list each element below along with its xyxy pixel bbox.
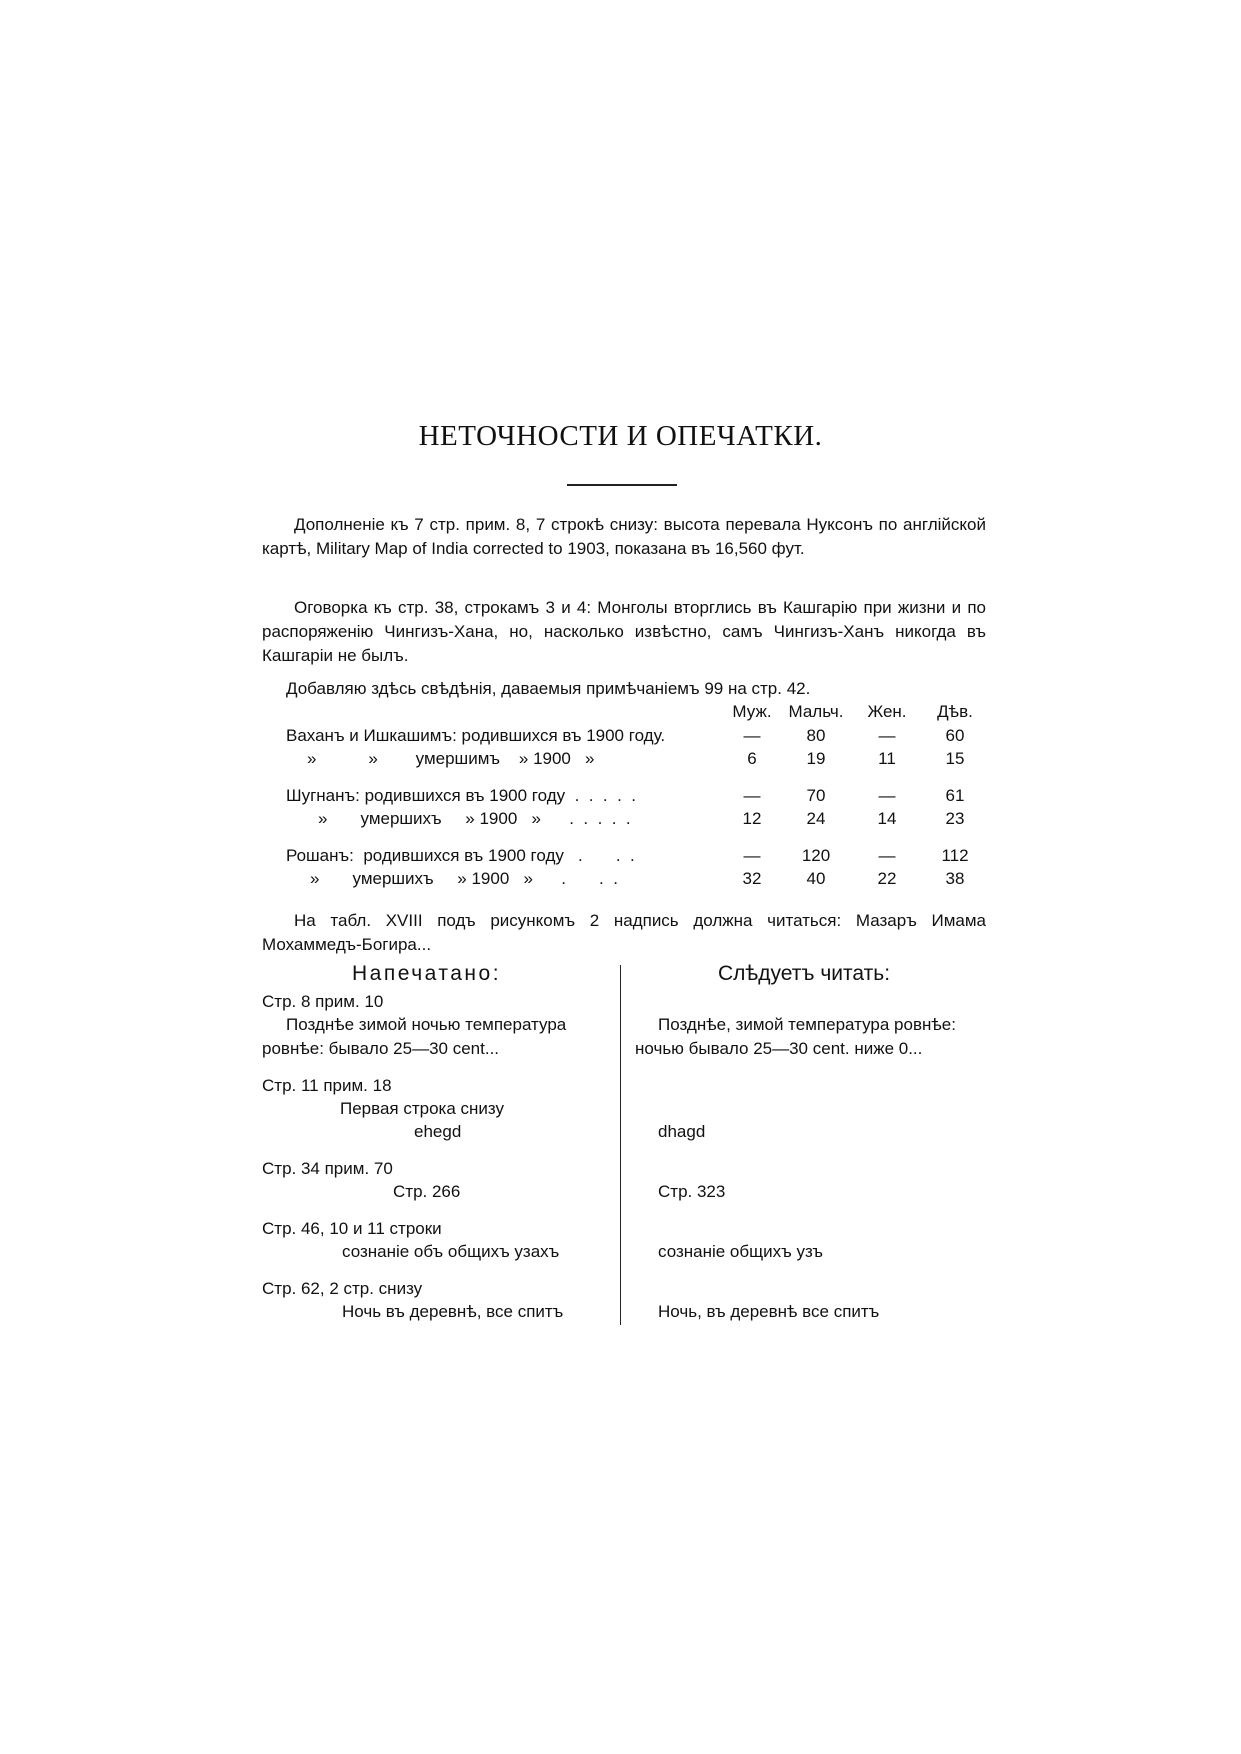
table-cell: — bbox=[743, 726, 761, 745]
table-cell: — bbox=[743, 786, 761, 805]
table-cell: 61 bbox=[945, 786, 965, 805]
errata-printed-line: Первая строка снизу bbox=[340, 1099, 505, 1118]
errata-printed-line: Стр. 266 bbox=[393, 1182, 461, 1201]
table-cell: — bbox=[878, 726, 896, 745]
page-title: НЕТОЧНОСТИ И ОПЕЧАТКИ. bbox=[418, 420, 823, 452]
errata-ref: Стр. 46, 10 и 11 строки bbox=[262, 1219, 442, 1238]
table-row-label: Рошанъ: родившихся въ 1900 году . . . bbox=[286, 846, 635, 865]
errata-read-line: dhagd bbox=[658, 1122, 706, 1141]
table-row-label: Ваханъ и Ишкашимъ: родившихся въ 1900 году. bbox=[286, 726, 666, 745]
table-cell: 15 bbox=[945, 749, 965, 768]
table-cell: 6 bbox=[747, 749, 757, 768]
errata-read-line: ночью бывало 25—30 cent. ниже 0... bbox=[635, 1039, 923, 1058]
table-row-label: » умершихъ » 1900 » . . . bbox=[310, 869, 618, 888]
table-cell: 23 bbox=[945, 809, 965, 828]
table-cell: 19 bbox=[806, 749, 826, 768]
paragraph-mongols-note: Оговорка къ стр. 38, строкамъ 3 и 4: Монголы вторглись въ Кашгарію при жизни и по распоряженію Чингизъ-Хана, но, насколько извѣстно, самъ Чингизъ-Ханъ никогда въ Кашгаріи не былъ. bbox=[262, 598, 986, 665]
table-cell: 38 bbox=[945, 869, 965, 888]
paragraph-mazar-note: На табл. XVIII подъ рисункомъ 2 надпись должна читаться: Мазаръ Имама Мохаммедъ-Богира... bbox=[262, 911, 986, 954]
errata-read-line: Ночь, въ деревнѣ все спитъ bbox=[658, 1302, 880, 1321]
errata-ref: Стр. 62, 2 стр. снизу bbox=[262, 1279, 423, 1298]
table-cell: 40 bbox=[806, 869, 826, 888]
table-cell: 120 bbox=[801, 846, 831, 865]
table-cell: 12 bbox=[742, 809, 762, 828]
table-cell: — bbox=[878, 846, 896, 865]
table-cell: 14 bbox=[877, 809, 897, 828]
table-cell: 80 bbox=[806, 726, 826, 745]
table-cell: — bbox=[878, 786, 896, 805]
paragraph-addition-nukson: Дополненіе къ 7 стр. прим. 8, 7 строкѣ снизу: высота перевала Нуксонъ по англійской картѣ, Military Map of India corrected to 1903, показана въ 16,560 фут. bbox=[262, 515, 986, 558]
table-header-girls: Дѣв. bbox=[937, 702, 973, 721]
column-divider bbox=[620, 965, 621, 1325]
table-cell: 70 bbox=[806, 786, 826, 805]
errata-printed-line: ровнѣе: бывало 25—30 cent... bbox=[262, 1039, 500, 1058]
table-row-label: » » умершимъ » 1900 » bbox=[307, 749, 595, 768]
errata-printed-line: Ночь въ деревнѣ, все спитъ bbox=[342, 1302, 564, 1321]
table-cell: 60 bbox=[945, 726, 965, 745]
errata-ref: Стр. 34 прим. 70 bbox=[262, 1159, 393, 1178]
printed-column-heading: Напечатано: bbox=[352, 962, 502, 985]
errata-printed-line: сознаніе объ общихъ узахъ bbox=[342, 1242, 560, 1261]
errata-printed-line: ehegd bbox=[414, 1122, 462, 1141]
table-cell: 11 bbox=[878, 749, 896, 768]
read-column-heading: Слѣдуетъ читать: bbox=[718, 962, 891, 985]
errata-read-line: Стр. 323 bbox=[658, 1182, 726, 1201]
table-header-men: Муж. bbox=[732, 702, 772, 721]
title-divider bbox=[567, 484, 677, 486]
table-cell: 112 bbox=[941, 846, 969, 865]
table-cell: 22 bbox=[877, 869, 897, 888]
table-row-label: » умершихъ » 1900 » . . . . . bbox=[318, 809, 631, 828]
table-header-women: Жен. bbox=[867, 702, 907, 721]
table-cell: 24 bbox=[806, 809, 826, 828]
table-row-label: Шугнанъ: родившихся въ 1900 году . . . . . bbox=[286, 786, 636, 805]
table-cell: 32 bbox=[742, 869, 762, 888]
paragraph-table-intro: Добавляю здѣсь свѣдѣнія, даваемыя примѣчаніемъ 99 на стр. 42. bbox=[286, 679, 811, 698]
errata-printed-line: Позднѣе зимой ночью температура bbox=[286, 1015, 567, 1034]
table-header-boys: Мальч. bbox=[788, 702, 844, 721]
errata-ref: Стр. 11 прим. 18 bbox=[262, 1076, 392, 1095]
errata-read-line: сознаніе общихъ узъ bbox=[658, 1242, 824, 1261]
table-cell: — bbox=[743, 846, 761, 865]
errata-read-line: Позднѣе, зимой температура ровнѣе: bbox=[658, 1015, 956, 1034]
errata-ref: Стр. 8 прим. 10 bbox=[262, 992, 384, 1011]
